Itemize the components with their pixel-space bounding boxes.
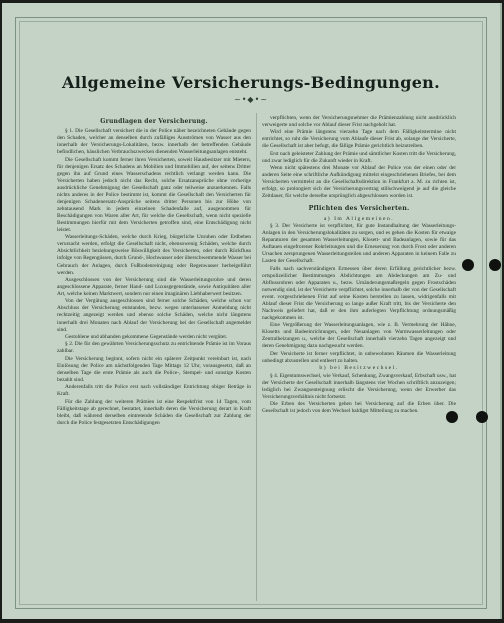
paragraph: Wird eine Prämie längstens vierzehn Tage nach dem Fälligkeitstermine nicht entrichtet, so ruht die Versicherung vom Ablaufe dieser Frist ab, solange der Versicherte, die Gesellschaft ist aber befugt, die fällige Prämie gerichtlich beizutreiben. <box>262 129 456 150</box>
paragraph: § 1. Die Gesellschaft versichert die in der Police näher bezeichneten Gebäude gegen den Schaden, welcher an denselben durch zufälliges Ausströmen von Wasser aus den innerhalb der Versicherungs-Lokalitäten, bezw. innerhalb der betreffenden Gebäude befindlichen, häuslichen Verbrauchszwecken dienenden Wasserleitungsanlagen entsteht. <box>57 128 251 156</box>
right-column <box>262 115 456 416</box>
paragraph: Die Erben des Versicherten gehen bei Versicherung auf die Erben über. Die Gesellschaft ist jedoch von dem Wechsel baldigst Mitteilung zu machen. <box>262 401 456 415</box>
document-title: Allgemeine Versicherungs-Bedingungen. <box>62 73 440 92</box>
paragraph: Eine Vergrößerung der Wasserleitungsanlagen, wie z. B. Vermehrung der Hähne, Klosetts und Badeeinrichtungen, oder Neuanlagen von Warmwasserleitungen oder Zentralheizungen u., welche der Gesellschaft innerhalb vierzehn Tagen angezeigt und deren Genehmigung dazu nachgesucht werden. <box>262 322 456 350</box>
paragraph: § 3. Der Versicherte ist verpflichtet, für gute Instandhaltung der Wasserleitungs-Anlagen in den Versicherungslokalitäten zu sorgen, und es gehen die Kosten für etwaige Reparaturen der gesamten Wasserleitungen, Klosett- und Badeanlagen, sowie für das Auftauen eingefrorener Rohrleitungen und die Erneuerung von durch Frost oder anderen Ursachen zersprungenen Wasserleitungsteilen und anderen Apparaten in keinem Falle zu Lasten der Gesellschaft. <box>262 223 456 265</box>
section-heading-pflichten: Pflichten des Versicherten. <box>308 205 410 213</box>
right-b-paragraphs <box>262 373 456 416</box>
binder-hole-top-right <box>462 259 474 271</box>
right-intro-paragraphs <box>262 115 456 200</box>
column-divider <box>256 113 257 601</box>
paragraph: § 2. Die für den gewährten Versicherungsschutz zu entrichtende Prämie ist im Voraus zahlbar. <box>57 341 251 355</box>
paragraph: Falls nach sachverständigem Ermessen über deren Erfüllung gerichtlicher bezw. ortspolizeilicher Bestimmungen Abdichtungen am Abdeckungen am Zu- und Abflussrohren oder Apparaten u., bezw. Umänderungsmaßregeln gegen Frostschäden notwendig sind, ist der Versicherte verpflichtet, solche innerhalb der von der Gesellschaft event. vorgeschriebenen Frist auf seine Kosten herstellen zu lassen, widrigenfalls mit Ablauf dieser Frist die Versicherung so lange außer Kraft tritt, bis der Versicherte den Nachweis geliefert hat, daß er den ihm auferlegten Verpflichtung ordnungsmäßig nachgekommen ist. <box>262 265 456 321</box>
paragraph: Für die Zahlung der weiteren Prämien ist eine Respektfrist von 14 Tagen, vom Fälligkeitstage ab gerechnet, bestattet, innerhalb deren die Versicherung derart in Kraft bleibt, daß während derselben eintretende Schäden die Gesellschaft zur Zahlung der durch die Police festgesetzten Entschädigungen <box>57 398 251 426</box>
left-column <box>57 115 251 427</box>
paragraph: Wasserleitungs-Schäden, welche durch Krieg, bürgerliche Unruhen oder Erdbeben verursacht werden, erfolgt die Gesellschaft nicht, ebensowenig Schäden, welche durch Absichtlichkeit beziehungsweise Böswilligkeit des Versicherten, oder durch Rückfluss infolge von Regengüssen, durch Grund-, Hochwasser oder überschwemmende Wasser bei Gebrauch der Anlagen, durch Fußbodenreinigung oder Regenwasser herbeigeführt werden. <box>57 234 251 276</box>
ornament: ~•◆•~ <box>234 95 268 104</box>
paragraph: Die Gesellschaft kommt ferner ihren Versicherten, soweit Hausbesitzer mit Mietern, für denjenigen Ersatz des Schadens an Mobilien und Immobilien auf, der seitens Dritter gegen ihn auf Grund eines Wasserschadens rechtlich verlangt werden kann. Die Versicherten haben jedoch nicht das Recht, solche Ersatzansprüche ohne vorherige ausdrückliche Genehmigung der Gesellschaft ganz oder teilweise anzuerkennen. Falls nichts anderes in der Police bestimmt ist, kommt die Gesellschaft den Versicherten für denjenigen Schadenersatz-Ansprüche seitens dritter Personen bis zur Höhe von zehntausend Mark in jedem einzelnen Schadenfalle auf, ausgenommen für Beschädigungen von Waren aller Art, für welche die Gesellschaft, wenn nicht spezielle Bestimmungen hierfür mit dem Versicherten getroffen sind, eine Entschädigung nicht leistet. <box>57 156 251 233</box>
subsection-besitzwechsel: b) bei Besitzwechsel. <box>319 365 399 372</box>
paragraph: Erst nach geleisteter Zahlung der Prämie und sämtlicher Kosten tritt die Versicherung, und zwar lediglich für die Zukunft wieder in Kraft. <box>262 150 456 164</box>
subsection-allgemeinen: a) Im Allgemeinen. <box>323 215 395 222</box>
section-heading-grundlagen: Grundlagen der Versicherung. <box>100 118 208 125</box>
paragraph: Der Versicherte ist ferner verpflichtet, in unbewohnten Räumen die Wasserleitung unbedingt abzustellen und entleert zu halten. <box>262 350 456 364</box>
binder-hole-bottom-right <box>446 411 458 423</box>
left-paragraphs <box>57 128 251 427</box>
paragraph: § 4. Eigentumswechsel, wie Verkauf, Schenkung, Zwangsverkauf, Erbschaft usw., hat der Versicherte der Gesellschaft innerhalb längstens vier Wochen schriftlich anzuzeigen; lediglich bei Zwangsenteignung erlischt die Versicherung, wenn der Erwerber das Versicherungsverhältnis nicht fortsetzt. <box>262 372 456 401</box>
binder-hole-top-edge <box>489 259 501 271</box>
paragraph: Gestohlene und abhanden gekommene Gegenstände werden nicht vergütet. <box>65 333 228 340</box>
paragraph: Ausgeschlossen von der Versicherung sind die Wasserleitungsrohre und deren angeschlossene Apparate, ferner Hand- und Luxusgegenstände, sowie Antiquitäten aller Art, welche keinen Marktwert, sondern nur einen imaginären Liebhaberwert besitzen. <box>57 276 251 298</box>
paragraph: Von der Vergütung ausgeschlossen sind ferner solche Schäden, welche schon vor Abschluss der Versicherung entstanden, bezw. wegen unterlassener Anmeldung nicht rechtzeitig angezeigt werden und ebenso solche Schäden, welche nicht längstens innerhalb drei Monaten nach Ablauf der Versicherung bei der Gesellschaft angemeldet sind. <box>57 298 251 333</box>
paragraph: Wenn nicht spätestens drei Monate vor Ablauf der Police von der einen oder der anderen Seite eine schriftliche Aufkündigung mittelst eingeschriebenen Briefes, bei dem Versicherten vermittelst an die Gesellschaftsdirektion in Frankfurt a. M. zu richten ist, erfolgt, so prolongiert sich der Versicherungsvertrag stillschweigend je auf die gleiche Zeitdauer, für welche derselbe ursprünglich abgeschlossen worden ist. <box>262 165 456 200</box>
binder-hole-bottom-edge <box>476 411 488 423</box>
paragraph: verpflichten, wenn der Versicherungsnehmer die Prämienzahlung nicht ausdrücklich verweigerte und solche vor Ablauf dieser Frist nachgeholt hat. <box>262 115 456 129</box>
paragraph: Die Versicherung beginnt, sofern nicht ein späterer Zeitpunkt vereinbart ist, nach Einlösung der Police am nächstfolgenden Tage Mittags 12 Uhr, vorausgesetzt, daß an denselben Tage die erste Prämie als auch die Police-, Stempel- und sonstige Kosten bezahlt sind. <box>57 355 251 383</box>
document-sheet <box>2 3 502 619</box>
right-a-paragraphs <box>262 223 456 365</box>
paragraph: Anderenfalls tritt die Police erst nach vollständiger Entrichtung obiger Beträge in Kraft. <box>57 384 251 398</box>
